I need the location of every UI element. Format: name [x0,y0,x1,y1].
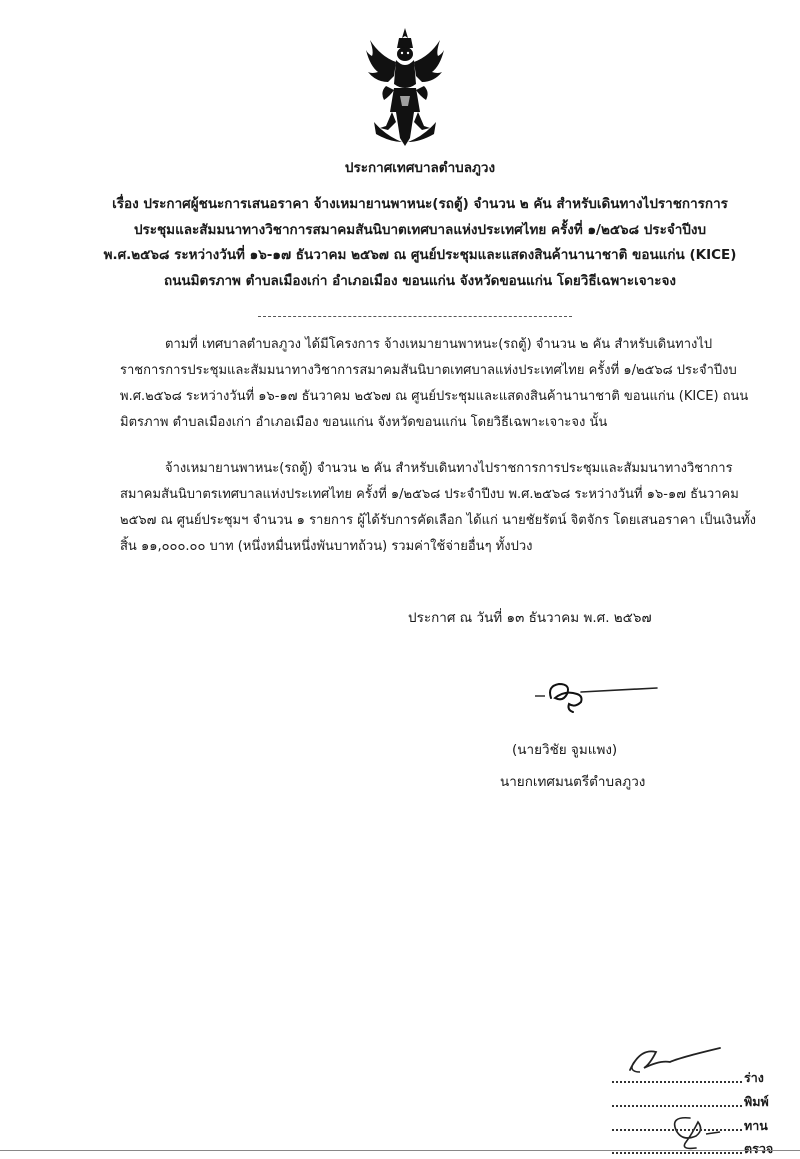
body-paragraph-2 [120,456,760,560]
initials-row-draft [612,1066,792,1088]
initials-label: ทาน [744,1118,768,1133]
scan-edge-line [0,1150,800,1151]
dotted-line [612,1129,742,1131]
initials-row-checked [612,1137,792,1159]
subject-line: พ.ศ.๒๕๖๘ ระหว่างวันที่ ๑๖-๑๗ ธันวาคม ๒๕๖๗ ณ ศูนย์ประชุมและแสดงสินค้านานาชาติ ขอนแก่น (KICE) [103,247,737,263]
announcement-title: ประกาศเทศบาลตำบลภูวง [344,160,496,176]
signatory-position: นายกเทศมนตรีตำบลภูวง [500,774,646,790]
dotted-line [612,1105,742,1107]
paragraph-line: ๒๕๖๗ ณ ศูนย์ประชุมฯ จำนวน ๑ รายการ ผู้ได้รับการคัดเลือก ได้แก่ นายชัยรัตน์ จิตจักร โดยเสนอราคา เป็นเงินทั้ง [120,513,757,528]
subject-line: ถนนมิตรภาพ ตำบลเมืองเก่า อำเภอเมือง ขอนแก่น จังหวัดขอนแก่น โดยวิธีเฉพาะเจาะจง [164,272,676,289]
paragraph-line: มิตรภาพ ตำบลเมืองเก่า อำเภอเมือง ขอนแก่น จังหวัดขอนแก่น โดยวิธีเฉพาะเจาะจง นั้น [120,415,608,430]
dotted-line [612,1081,742,1083]
announcement-subject [100,192,740,294]
paragraph-line: ตามที่ เทศบาลตำบลภูวง ได้มีโครงการ จ้างเหมายานพาหนะ(รถตู้) จำนวน ๒ คัน สำหรับเดินทางไป [165,337,713,352]
body-paragraph-1 [120,332,760,436]
announcement-date: ประกาศ ณ วันที่ ๑๓ ธันวาคม พ.ศ. ๒๕๖๗ [408,610,652,626]
dotted-line [612,1152,742,1154]
initials-row-proofread [612,1114,792,1136]
garuda-emblem-icon [366,26,444,148]
signatory-name: (นายวิชัย จูมแพง) [512,742,618,758]
initials-label: ตรวจ [744,1141,774,1156]
initials-label: พิมพ์ [744,1094,769,1109]
handwritten-signature [525,668,665,718]
paragraph-line: พ.ศ.๒๕๖๘ ระหว่างวันที่ ๑๖-๑๗ ธันวาคม ๒๕๖๗ ณ ศูนย์ประชุมและแสดงสินค้านานาชาติ ขอนแก่น (KICE) ถนน [120,389,749,404]
paragraph-line: สิ้น ๑๑,๐๐๐.๐๐ บาท (หนึ่งหมื่นหนึ่งพันบาทถ้วน) รวมค่าใช้จ่ายอื่นๆ ทั้งปวง [120,539,533,554]
announcement-header [100,156,740,294]
subject-line: เรื่อง ประกาศผู้ชนะการเสนอราคา จ้างเหมายานพาหนะ(รถตู้) จำนวน ๒ คัน สำหรับเดินทางไปราชการการ [112,196,728,212]
paragraph-line: จ้างเหมายานพาหนะ(รถตู้) จำนวน ๒ คัน สำหรับเดินทางไปราชการการประชุมและสัมมนาทางวิชาการ [165,461,733,476]
paragraph-line: ราชการการประชุมและสัมมนาทางวิชาการสมาคมสันนิบาตเทศบาลแห่งประเทศไทย ครั้งที่ ๑/๒๕๖๘ ประจำปีงบ [120,363,737,378]
header-divider [258,316,572,317]
initials-label: ร่าง [744,1070,764,1085]
paragraph-line: สมาคมสันนิบาตรเทศบาลแห่งประเทศไทย ครั้งที่ ๑/๒๕๖๘ ประจำปีงบ พ.ศ.๒๕๖๘ ระหว่างวันที่ ๑๖-๑๗ ธันวาคม [120,487,739,502]
initials-approval-block [600,1038,800,1159]
initials-row-typed [612,1090,792,1112]
subject-line: ประชุมและสัมมนาทางวิชาการสมาคมสันนิบาตเทศบาลแห่งประเทศไทย ครั้งที่ ๑/๒๕๖๘ ประจำปีงบ [133,221,707,238]
